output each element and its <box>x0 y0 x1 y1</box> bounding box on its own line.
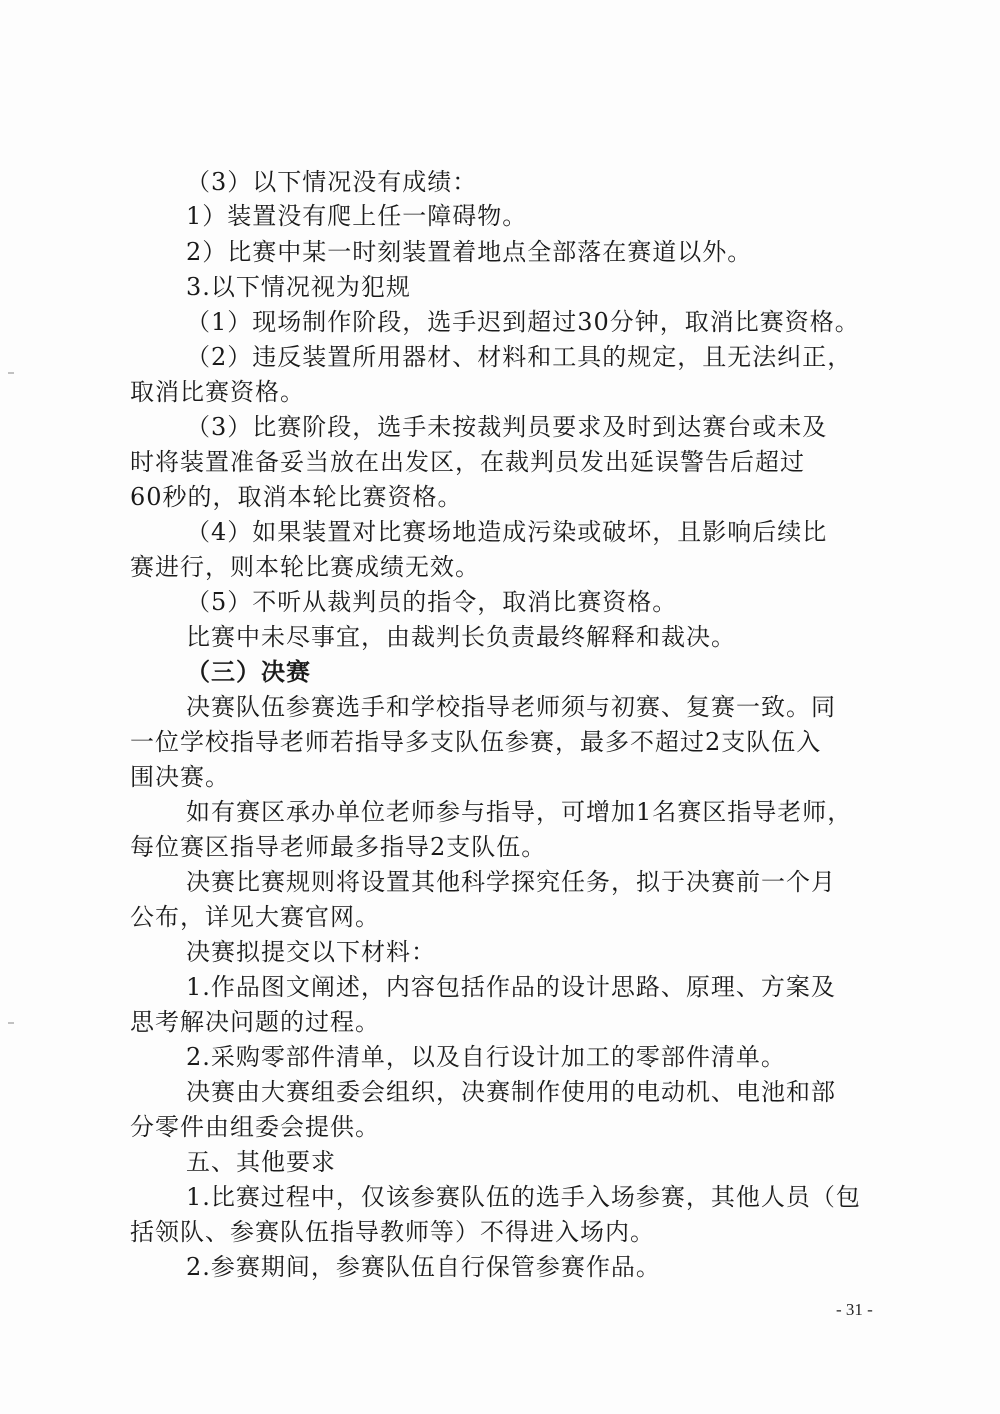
paragraph-line: （5）不听从裁判员的指令，取消比赛资格。 <box>186 588 678 616</box>
scan-mark <box>8 1022 14 1024</box>
paragraph-line: 3.以下情况视为犯规 <box>186 273 411 301</box>
paragraph-line: 一位学校指导老师若指导多支队伍参赛，最多不超过2支队伍入 <box>130 728 822 756</box>
paragraph-line: 围决赛。 <box>130 763 230 791</box>
paragraph-line: 取消比赛资格。 <box>130 378 305 406</box>
paragraph-line: 2）比赛中某一时刻装置着地点全部落在赛道以外。 <box>186 238 753 266</box>
scan-mark <box>8 372 14 374</box>
section-heading: 五、其他要求 <box>186 1148 336 1176</box>
paragraph-line: 如有赛区承办单位老师参与指导，可增加1名赛区指导老师， <box>186 798 853 826</box>
paragraph-line: 公布，详见大赛官网。 <box>130 903 380 931</box>
paragraph-line: 2.参赛期间，参赛队伍自行保管参赛作品。 <box>186 1253 661 1281</box>
section-heading: （三）决赛 <box>186 657 311 686</box>
paragraph-line: 决赛队伍参赛选手和学校指导老师须与初赛、复赛一致。同 <box>186 693 836 721</box>
paragraph-line: （1）现场制作阶段，选手迟到超过30分钟，取消比赛资格。 <box>186 308 860 336</box>
paragraph-line: （3）比赛阶段，选手未按裁判员要求及时到达赛台或未及 <box>186 413 828 441</box>
page-number: - 31 - <box>836 1300 873 1319</box>
paragraph-line: 决赛由大赛组委会组织，决赛制作使用的电动机、电池和部 <box>186 1078 836 1106</box>
paragraph-line: （3）以下情况没有成绩： <box>186 168 478 196</box>
paragraph-line: 1.作品图文阐述，内容包括作品的设计思路、原理、方案及 <box>186 973 836 1001</box>
paragraph-line: （4）如果装置对比赛场地造成污染或破坏，且影响后续比 <box>186 518 828 546</box>
paragraph-line: 1）装置没有爬上任一障碍物。 <box>186 202 528 230</box>
paragraph-line: 时将装置准备妥当放在出发区，在裁判员发出延误警告后超过 <box>130 448 805 476</box>
paragraph-line: 每位赛区指导老师最多指导2支队伍。 <box>130 833 547 861</box>
paragraph-line: 1.比赛过程中，仅该参赛队伍的选手入场参赛，其他人员（包 <box>186 1183 861 1211</box>
paragraph-line: 分零件由组委会提供。 <box>130 1113 380 1141</box>
paragraph-line: 括领队、参赛队伍指导教师等）不得进入场内。 <box>130 1218 655 1246</box>
paragraph-line: 决赛拟提交以下材料： <box>186 938 436 966</box>
paragraph-line: 2.采购零部件清单，以及自行设计加工的零部件清单。 <box>186 1043 786 1071</box>
paragraph-line: （2）违反装置所用器材、材料和工具的规定，且无法纠正， <box>186 343 853 371</box>
paragraph-line: 赛进行，则本轮比赛成绩无效。 <box>130 553 480 581</box>
paragraph-line: 思考解决问题的过程。 <box>130 1008 380 1036</box>
paragraph-line: 比赛中未尽事宜，由裁判长负责最终解释和裁决。 <box>186 623 736 651</box>
paragraph-line: 决赛比赛规则将设置其他科学探究任务，拟于决赛前一个月 <box>186 868 836 896</box>
paragraph-line: 60秒的，取消本轮比赛资格。 <box>130 483 463 511</box>
